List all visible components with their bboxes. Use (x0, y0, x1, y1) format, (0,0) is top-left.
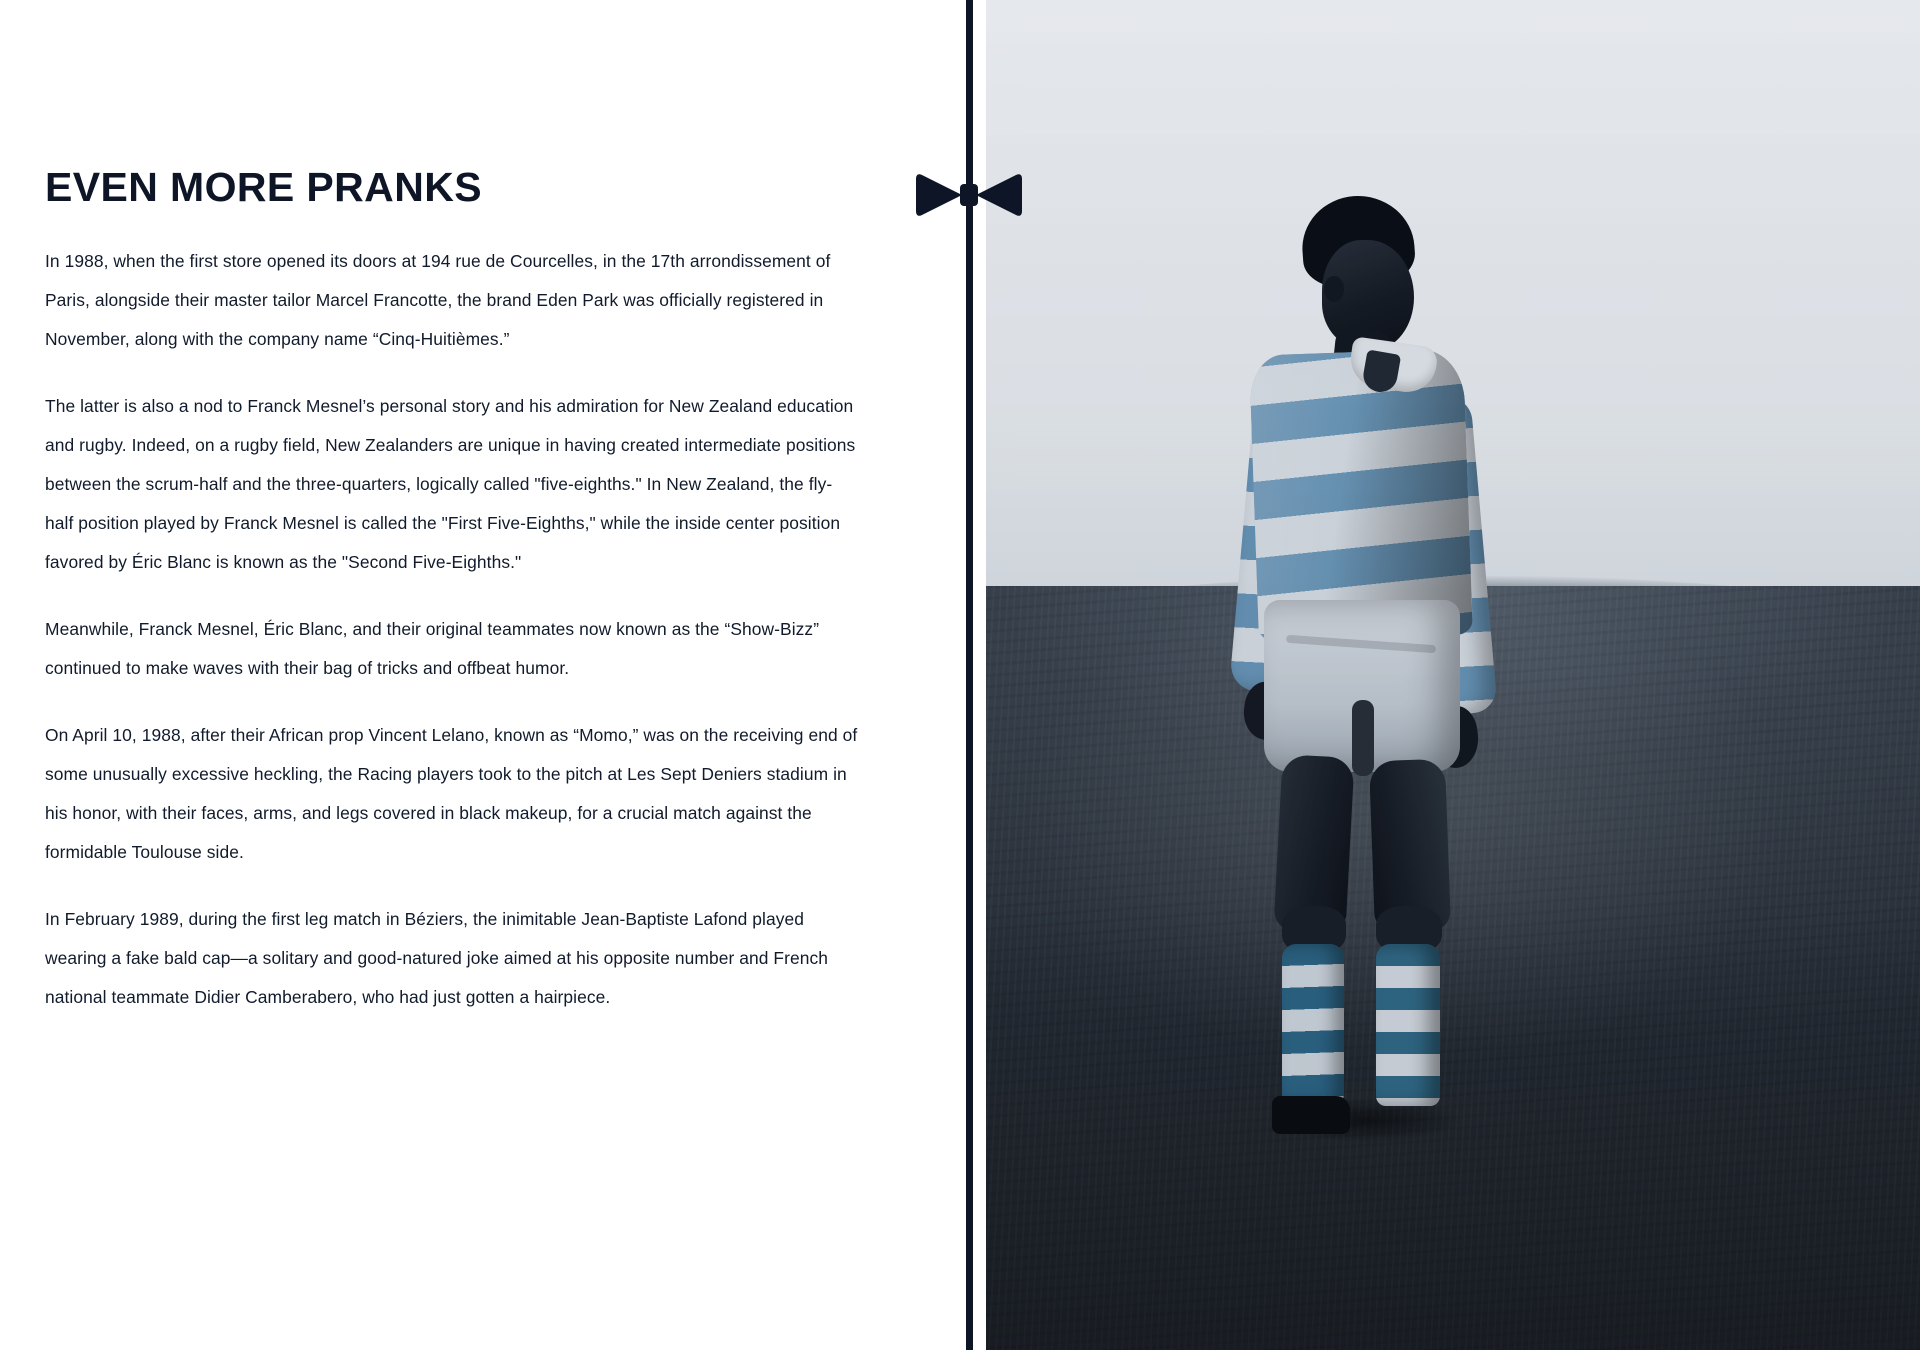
player-shorts-gap (1352, 700, 1374, 776)
column-divider (952, 0, 986, 1350)
text-column (0, 0, 952, 1350)
player-boot (1272, 1096, 1350, 1134)
body-paragraph: On April 10, 1988, after their African prop Vincent Lelano, known as “Momo,” was on the receiving end of some unusually excessive heckling, the Racing players took to the pitch at Les Sept Deniers stadium in his honor, with their faces, arms, and legs covered in black makeup, for a crucial match against the formidable Toulouse side. (45, 725, 858, 863)
photo-column (986, 0, 1920, 1350)
body-paragraph: The latter is also a nod to Franck Mesnel’s personal story and his admiration for New Zealand education and rugby. Indeed, on a rugby field, New Zealanders are unique in having created intermediate positions between the scrum-half and the three-quarters, logically called "five-eighths." In New Zealand, the fly-half position played by Franck Mesnel is called the "First Five-Eighths," while the inside center position favored by Éric Blanc is known as the "Second Five-Eighths." (45, 396, 856, 573)
player-right-sock (1376, 944, 1440, 1106)
player-left-sock (1282, 944, 1344, 1104)
body-paragraph: In February 1989, during the first leg match in Béziers, the inimitable Jean-Baptiste Lafond played wearing a fake bald cap—a solitary and good-natured joke aimed at his opposite number and French national teammate Didier Camberabero, who had just gotten a hairpiece. (45, 909, 828, 1008)
player-jersey (1249, 348, 1473, 641)
rugby-player-photo (986, 0, 1920, 1350)
player-ear (1324, 276, 1344, 302)
player-figure (986, 0, 1920, 1350)
page-title: EVEN MORE PRANKS (45, 164, 482, 210)
body-paragraph: Meanwhile, Franck Mesnel, Éric Blanc, and their original teammates now known as the “Show-Bizz” continued to make waves with their bag of tricks and offbeat humor. (45, 619, 820, 679)
bow-tie-icon (916, 172, 1022, 218)
body-paragraph: In 1988, when the first store opened its doors at 194 rue de Courcelles, in the 17th arrondissement of Paris, alongside their master tailor Marcel Francotte, the brand Eden Park was officially registered in November, along with the company name “Cinq-Huitièmes.” (45, 251, 831, 350)
